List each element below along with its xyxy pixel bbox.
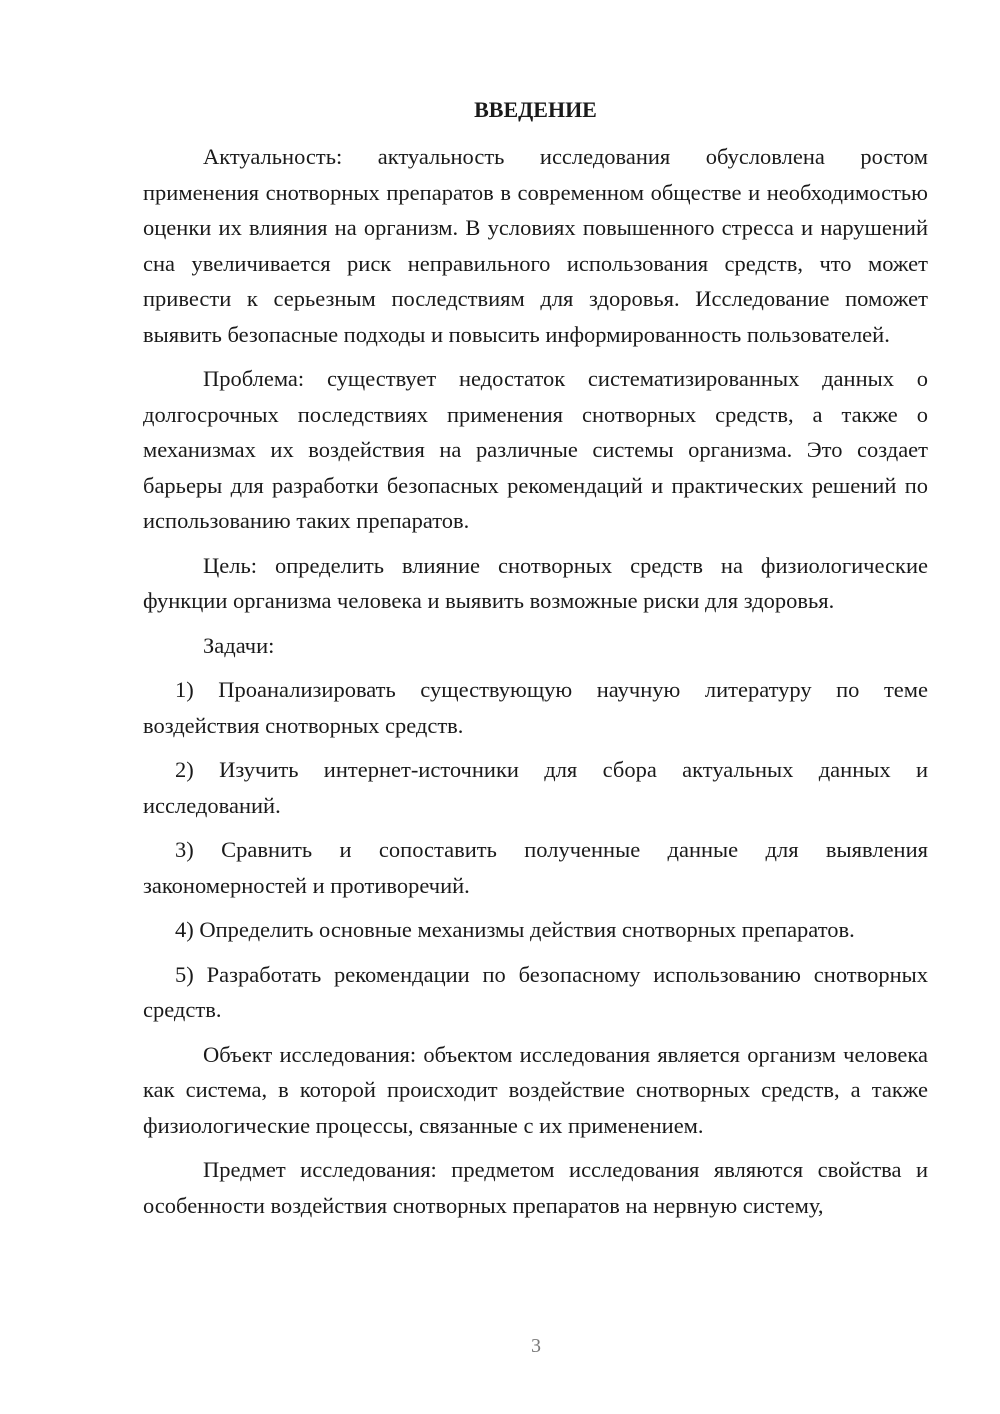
- paragraph-relevance: Актуальность: актуальность исследования обусловлена ростом применения снотворных препаратов в современном обществе и необходимостью оценки их влияния на организм. В условиях повышенного стресса и нарушений сна увеличивается риск неправильного использования средств, что может привести к серьезным последствиям для здоровья. Исследование поможет выявить безопасные подходы и повысить информированность пользователей.: [143, 144, 928, 347]
- tasks-heading: Задачи:: [203, 632, 275, 658]
- task-item-2: 2) Изучить интернет-источники для сбора актуальных данных и исследований.: [143, 757, 928, 818]
- task-item-4: 4) Определить основные механизмы действия снотворных препаратов.: [175, 917, 855, 942]
- paragraph-goal: Цель: определить влияние снотворных средств на физиологические функции организма человека и выявить возможные риски для здоровья.: [143, 552, 928, 613]
- task-item-1: 1) Проанализировать существующую научную литературу по теме воздействия снотворных средств.: [143, 677, 928, 738]
- paragraph-problem: Проблема: существует недостаток систематизированных данных о долгосрочных последствиях применения снотворных средств, а также о механизмах их воздействия на различные системы организма. Это создает барьеры для разработки безопасных рекомендаций и практических решений по использованию таких препаратов.: [143, 366, 928, 533]
- section-title: ВВЕДЕНИЕ: [474, 97, 597, 122]
- document-page: [143, 95, 928, 1223]
- paragraph-subject: Предмет исследования: предметом исследования являются свойства и особенности воздействия снотворных препаратов на нервную систему,: [143, 1157, 928, 1218]
- paragraph-object: Объект исследования: объектом исследования является организм человека как система, в которой происходит воздействие снотворных средств, а также физиологические процессы, связанные с их применением.: [143, 1041, 928, 1138]
- page-number: 3: [531, 1335, 541, 1357]
- task-item-3: 3) Сравнить и сопоставить полученные данные для выявления закономерностей и противоречий.: [143, 837, 928, 898]
- task-item-5: 5) Разработать рекомендации по безопасному использованию снотворных средств.: [143, 961, 928, 1022]
